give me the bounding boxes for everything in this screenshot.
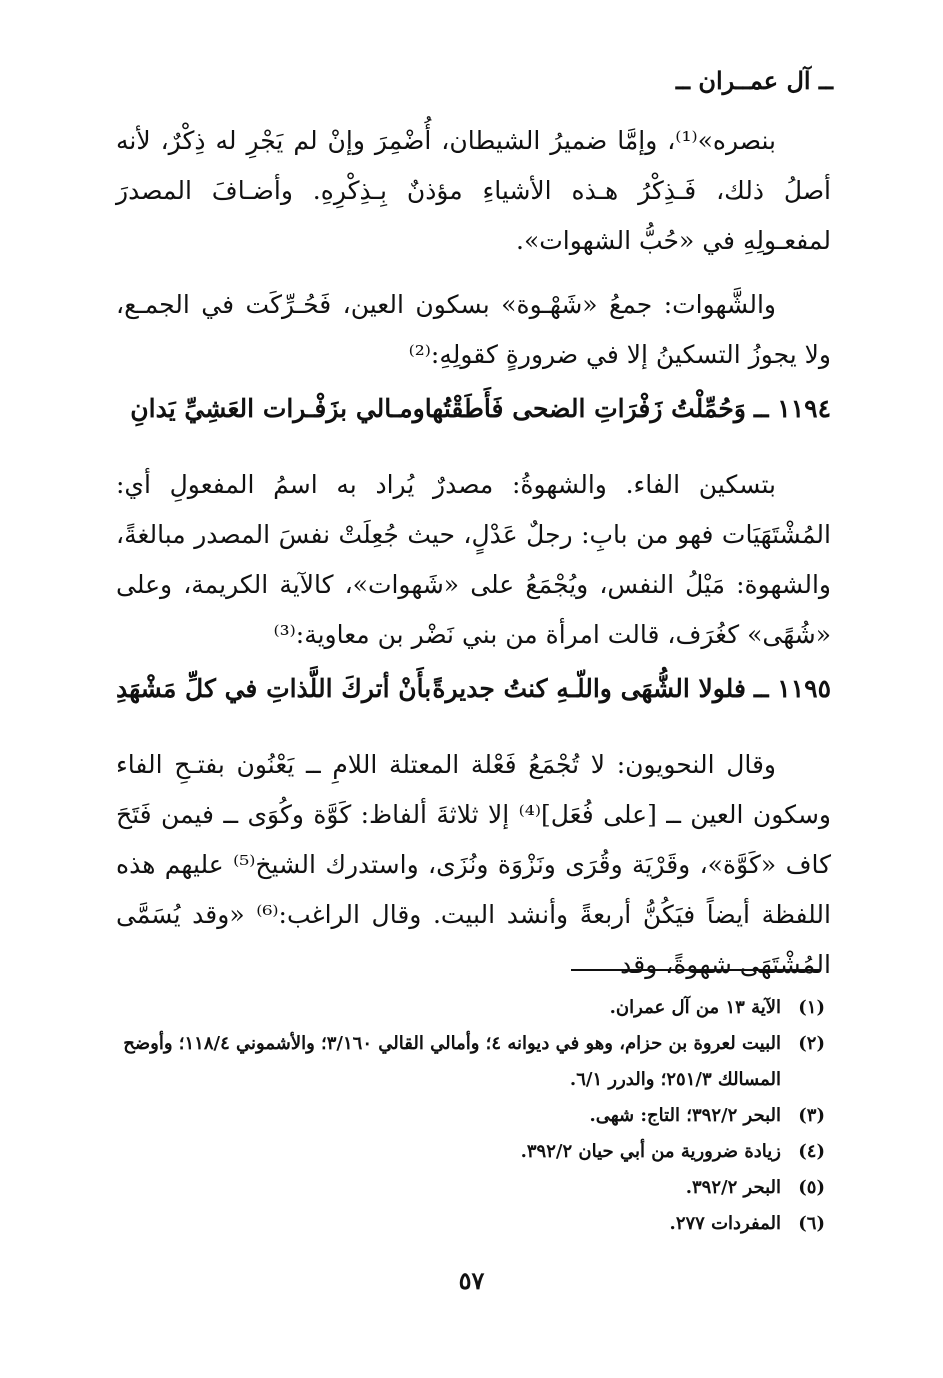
footnotes (117, 990, 825, 1242)
footnote-text: البحر ٣٩٢/٢؛ التاج: شهى. (589, 1105, 781, 1126)
paragraph-3: بتسكين الفاء. والشهوةُ: مصدرٌ يُراد به اسمُ المفعولِ أي: المُشْتَهَيَات فهو من بابِ: رجلٌ عَدْلٍ، حيث جُعِلَتْ نفسَ المصدر مبالغةً، والشهوة: مَيْلُ النفس، ويُجْمَعُ على «شَهوات»، كالآية الكريمة، وعلى «شُهًى» كغُرَف، قالت امرأة من بني نَضْر بن معاوية:⁽³⁾ (116, 470, 831, 649)
footnote-number: (٤) (798, 1141, 825, 1162)
main-text (116, 116, 831, 990)
footnote-number: (٥) (798, 1177, 825, 1198)
footnote-item (117, 990, 825, 1026)
verse-number: ١١٩٥ ــ (753, 674, 831, 703)
footnote-item (117, 1206, 825, 1242)
footnote-item (117, 1098, 825, 1134)
footnote-number: (٣) (798, 1105, 825, 1126)
page-number: ٥٧ (458, 1266, 485, 1295)
footnote-text: الآية ١٣ من آل عمران. (609, 997, 781, 1018)
footnote-number: (١) (798, 997, 825, 1018)
paragraph-gap (116, 438, 831, 460)
footnote-number: (٦) (798, 1213, 825, 1234)
footnote-text: المفردات ٢٧٧. (669, 1213, 781, 1234)
verse-second-hemistich: بأَنْ أتركَ اللَّذاتِ في كلِّ مَشْهَدِ (116, 674, 432, 703)
verse-second-hemistich: ومـالي بزَفْـرات العَشِيِّ يَدانِ (130, 394, 425, 423)
footnote-divider (571, 969, 821, 971)
paragraph-2: والشَّهوات: جمعُ «شَهْـوة» بسكون العين، فَحُـرِّكَت في الجمـع، ولا يجوزُ التسكينُ إلا في ضرورةٍ كقولِهِ:⁽²⁾ (116, 290, 831, 369)
verse-first-hemistich: وَحُمِّلْتُ زَفْرَاتِ الضحى فَأَطَقْتُها (424, 394, 746, 423)
footnote-item (117, 1026, 825, 1098)
footnote-text: البيت لعروة بن حزام، وهو في ديوانه ٤؛ وأمالي القالي ٣/١٦٠؛ والأشموني ١١٨/٤؛ وأوضح المسالك ٢٥١/٣؛ والدرر ٦/١. (123, 1033, 781, 1090)
verse-first-hemistich: فلولا الشُّهَى واللّـهِ كنتُ جديرةً (432, 674, 746, 703)
paragraph-gap (116, 266, 831, 280)
footnote-item (117, 1134, 825, 1170)
verse-1194 (116, 380, 831, 438)
running-header: ــ آل عمــران ــ (675, 66, 833, 95)
footnote-text: البحر ٣٩٢/٢. (685, 1177, 781, 1198)
paragraph-gap (116, 718, 831, 740)
verse-1195 (116, 660, 831, 718)
footnote-item (117, 1170, 825, 1206)
paragraph-4: وقال النحويون: لا تُجْمَعُ فَعْلة المعتلة اللامِ ــ يَعْنُون بفتـحِ الفاء وسكون العين ــ [على فُعَل]⁽⁴⁾ إلا ثلاثةَ ألفاظ: كَوَّة وكُوَى ــ فيمن فَتَحَ كاف «كَوَّة»، وقَرْيَة وقُرَى ونَزْوَة ونُزَى، واستدرك الشيخ⁽⁵⁾ عليهم هذه اللفظة أيضاً فيَكُنُّ أربعةً وأنشد البيت. وقال الراغب:⁽⁶⁾ «وقد يُسَمَّى المُشْتَهَى شهوةً، وقد (116, 750, 832, 979)
paragraph-1: بنصره»⁽¹⁾، وإمَّا ضميرُ الشيطان، أُضْمِرَ وإنْ لم يَجْرِ له ذِكْرٌ، لأنه أصلُ ذلك، فَـذِكْرُ هـذه الأشياءِ مؤذنٌ بِـذِكْرِهِ. وأضـافَ المصدرَ لمفعـولِهِ في «حُبُّ الشهوات». (116, 126, 831, 255)
footnote-text: زيادة ضرورية من أبي حيان ٣٩٢/٢. (520, 1141, 781, 1162)
footnote-number: (٢) (798, 1033, 825, 1054)
verse-number: ١١٩٤ ــ (753, 394, 831, 423)
